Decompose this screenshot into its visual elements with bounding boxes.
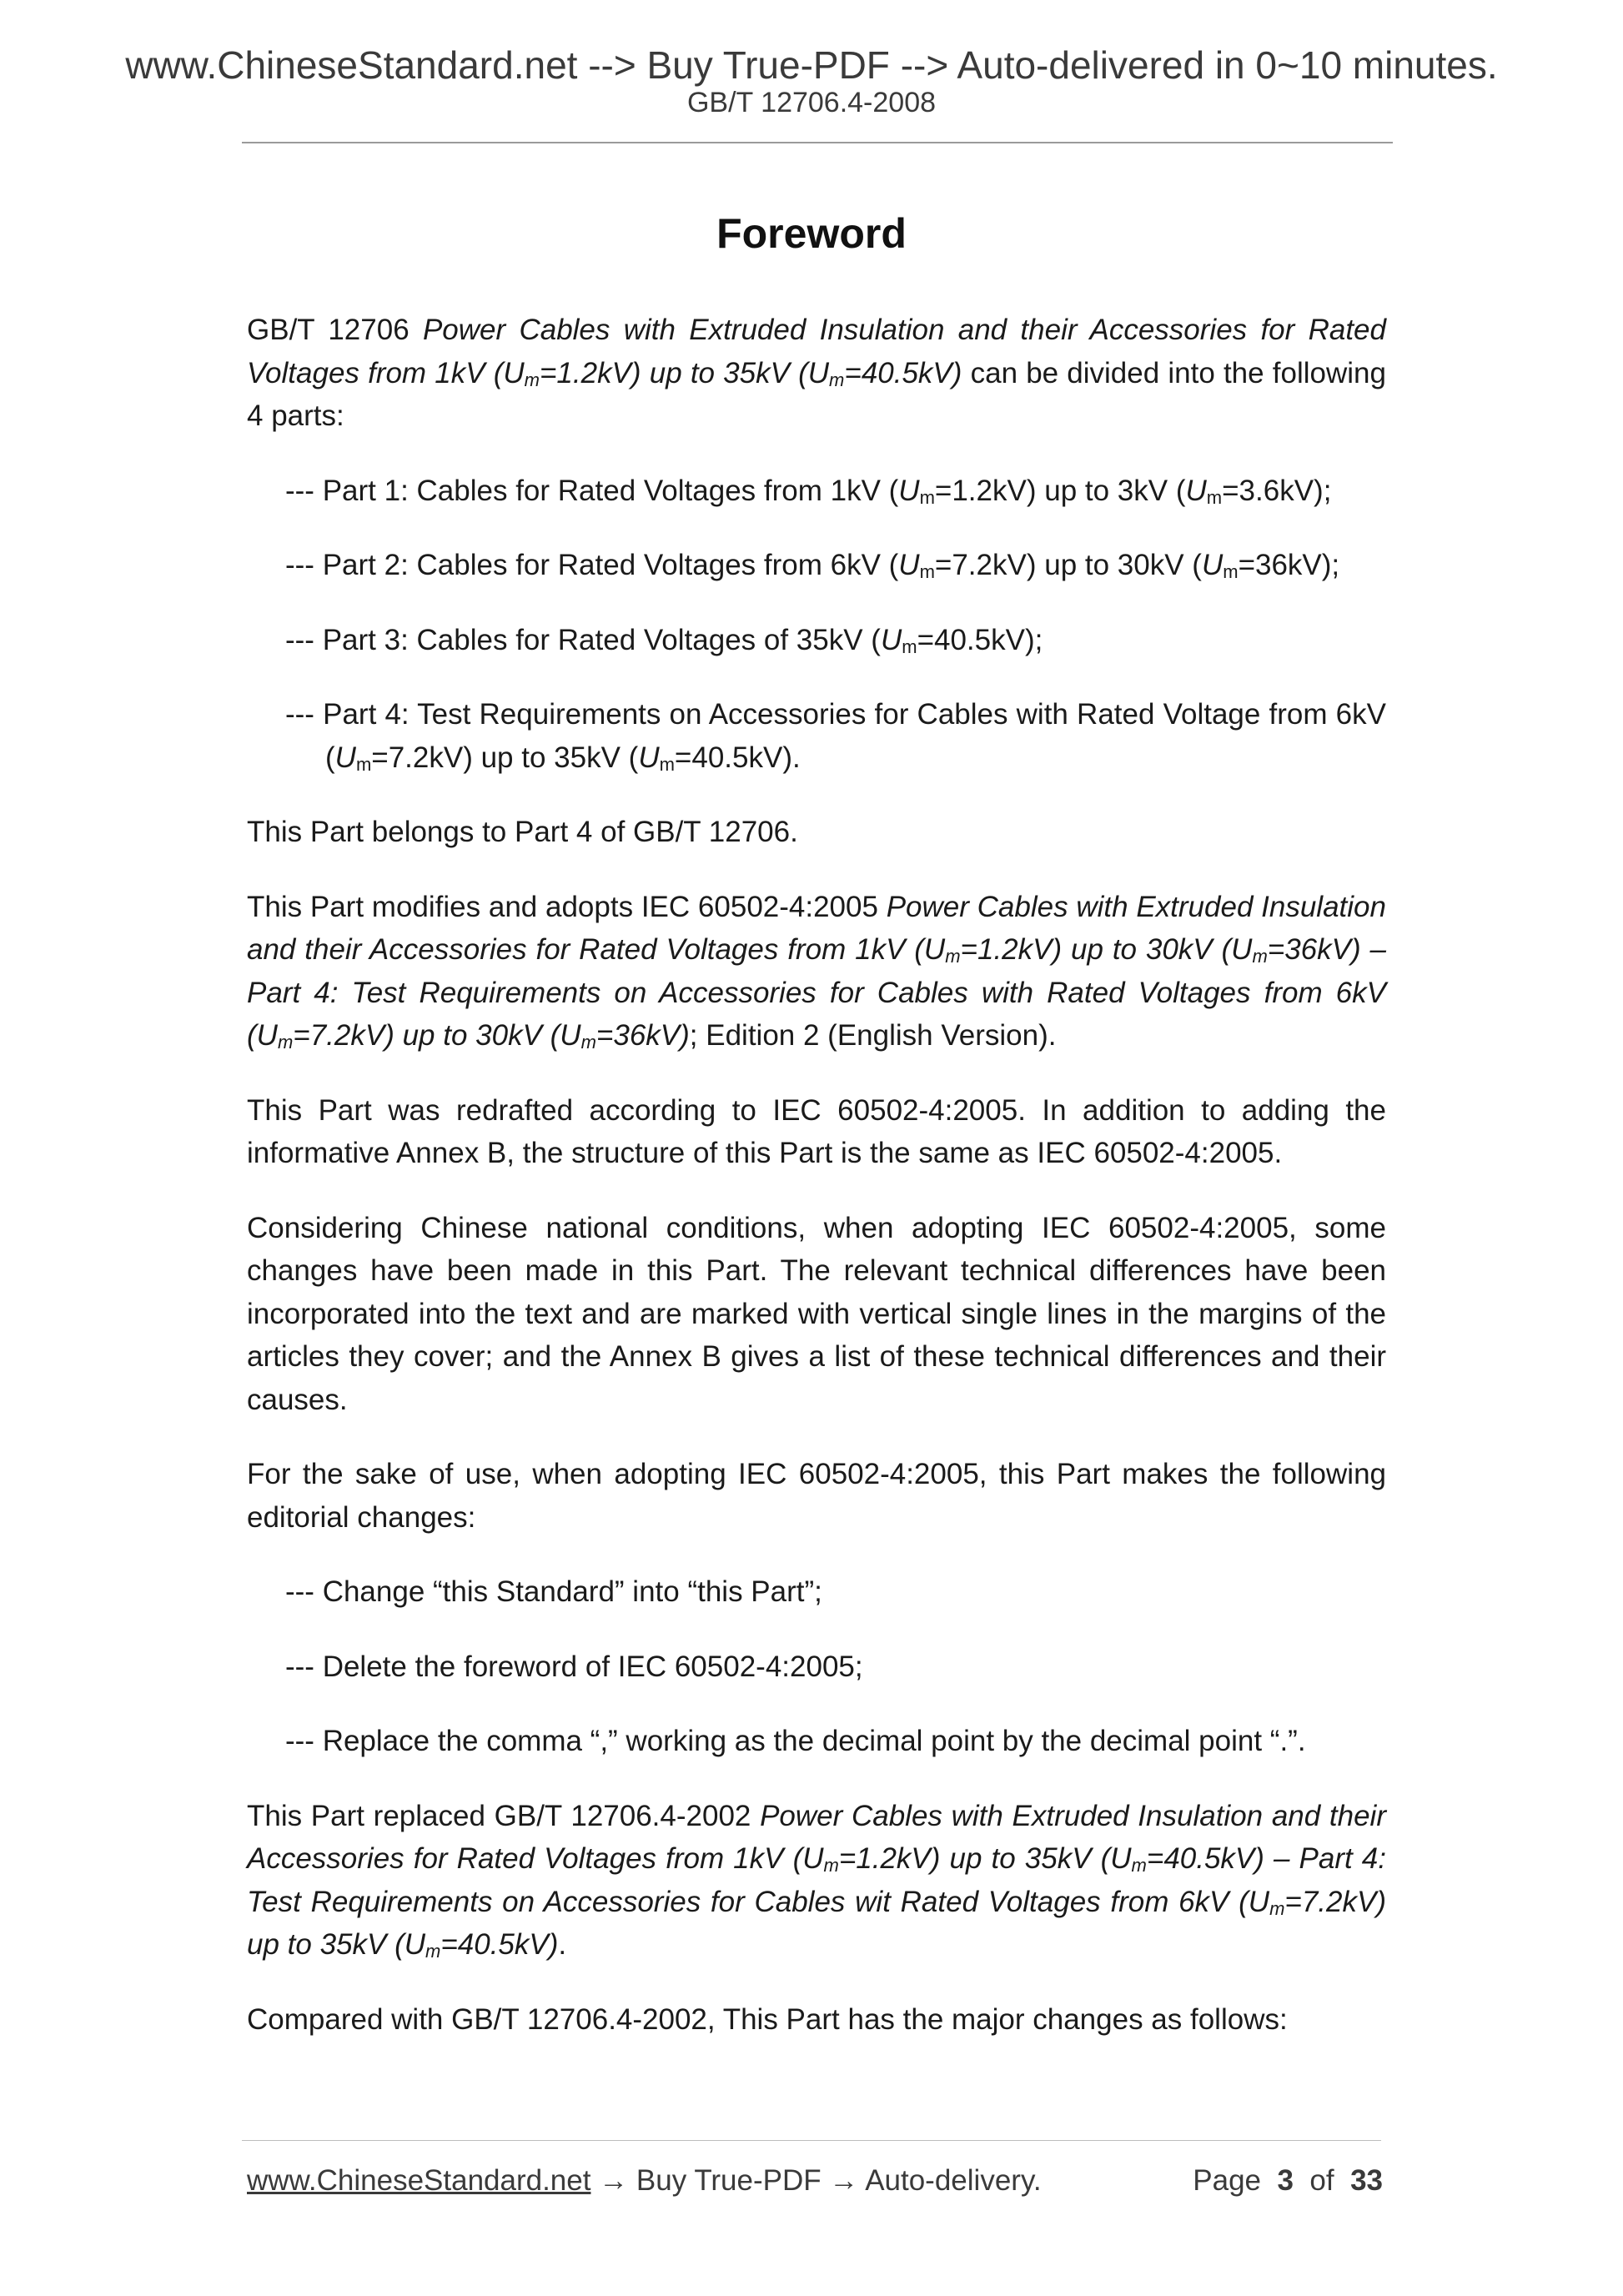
page-title: Foreword (716, 210, 907, 257)
footer-divider (242, 2140, 1381, 2141)
footer-buy-text: Buy True-PDF (636, 2164, 822, 2197)
paragraph-national-conditions: Considering Chinese national conditions, when adopting IEC 60502-4:2005, some changes have been made in this Part. The relevant technical differences have been incorporated into the text and are marked with vertical single lines in the margins of the articles they cover; and the Annex B gives a list of these technical differences and their causes. (247, 1211, 1386, 1416)
foreword-body (247, 309, 1386, 2072)
header-divider (242, 142, 1393, 143)
list-item-part-4: --- Part 4: Test Requirements on Accessories for Cables with Rated Voltage from 6kV $(U_m=7.2kV)$ up to 35kV $(U_m=40.5kV)$. (285, 698, 1386, 775)
footer-delivery-text: Auto-delivery. (865, 2164, 1042, 2197)
paragraph-part-belongs: This Part belongs to Part 4 of GB/T 12706. (247, 816, 798, 848)
list-item-editorial-2: --- Delete the foreword of IEC 60502-4:2005; (285, 1650, 863, 1683)
paragraph-major-changes: Compared with GB/T 12706.4-2002, This Part has the major changes as follows: (247, 2002, 1288, 2036)
paragraph-intro: GB/T 12706 Power Cables with Extruded Insulation and their Accessories for Rated Voltages from 1kV $(U_m=1.2kV)$ up to 35kV $(U_m=40.5kV)$ can be divided into the following 4 parts: (247, 314, 1386, 432)
list-item-editorial-1: --- Change “this Standard” into “this Part”; (285, 1575, 822, 1608)
paragraph-replaced: This Part replaced GB/T 12706.4-2002 Power Cables with Extruded Insulation and their Accessories for Rated Voltages from 1kV $(U_m=1.2kV)$ up to 35kV $(U_m=40.5kV)$ – Part 4: Test Requirements on Accessories for Cables wit Rated Voltages from 6kV $(U_m=7.2kV)$ up to 35kV $(U_m=40.5kV)$. (247, 1799, 1386, 1962)
header-banner: www.ChineseStandard.net --> Buy True-PDF --> Auto-delivered in 0~10 minutes. (125, 43, 1498, 87)
paragraph-editorial-intro: For the sake of use, when adopting IEC 60502-4:2005, this Part makes the following editorial changes: (247, 1458, 1386, 1534)
page-footer (247, 2160, 1383, 2202)
paragraph-adoption: This Part modifies and adopts IEC 60502-4:2005 Power Cables with Extruded Insulation and their Accessories for Rated Voltages from 1kV $(U_m=1.2kV)$ up to 30kV $(U_m=36kV)$ – Part 4: Test Requirements on Accessories for Cables with Rated Voltages from 6kV $(U_m=7.2kV)$ up to 30kV $(U_m=36kV)$; Edition 2 (English Version). (247, 890, 1386, 1053)
arrow-right-icon: → (590, 2164, 636, 2197)
standard-number: GB/T 12706.4-2008 (686, 87, 937, 118)
footer-site-link[interactable]: www.ChineseStandard.net (247, 2164, 591, 2197)
paragraph-redrafted: This Part was redrafted according to IEC 60502-4:2005. In addition to adding the informative Annex B, the structure of this Part is the same as IEC 60502-4:2005. (247, 1093, 1386, 1169)
arrow-right-icon: → (821, 2164, 866, 2197)
list-item-part-1: --- Part 1: Cables for Rated Voltages from 1kV $(U_m=1.2kV)$ up to 3kV $(U_m=3.6kV)$; (285, 474, 1332, 508)
list-item-part-2: --- Part 2: Cables for Rated Voltages from 6kV $(U_m=7.2kV)$ up to 30kV $(U_m=36kV)$; (285, 549, 1340, 582)
list-item-editorial-3: --- Replace the comma “,” working as the decimal point by the decimal point “.”. (285, 1725, 1306, 1757)
list-item-part-3: --- Part 3: Cables for Rated Voltages of 35kV $(U_m=40.5kV)$; (285, 623, 1043, 657)
page-counter: Page 3 of 33 (1193, 2164, 1383, 2197)
